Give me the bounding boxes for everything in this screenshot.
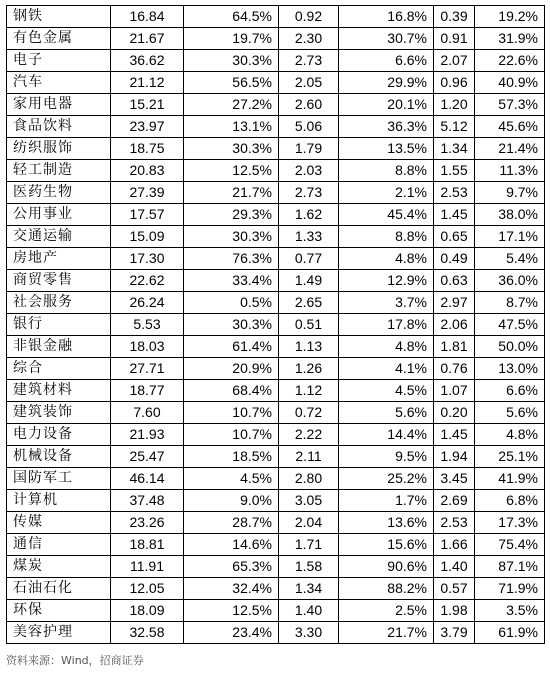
table-row <box>7 182 545 204</box>
value-cell: 5.12 <box>434 116 475 138</box>
percent-cell: 64.5% <box>184 6 279 28</box>
percent-cell: 5.6% <box>475 402 545 424</box>
industry-name-cell: 非银金融 <box>7 336 111 358</box>
value-cell: 2.97 <box>434 292 475 314</box>
industry-name-cell: 家用电器 <box>7 94 111 116</box>
value-cell: 1.55 <box>434 160 475 182</box>
percent-cell: 10.7% <box>184 424 279 446</box>
percent-cell: 65.3% <box>184 556 279 578</box>
industry-name-cell: 钢铁 <box>7 6 111 28</box>
percent-cell: 90.6% <box>339 556 434 578</box>
percent-cell: 3.7% <box>339 292 434 314</box>
table-row <box>7 28 545 50</box>
percent-cell: 57.3% <box>475 94 545 116</box>
value-cell: 2.69 <box>434 490 475 512</box>
value-cell: 46.14 <box>111 468 184 490</box>
percent-cell: 21.4% <box>475 138 545 160</box>
value-cell: 1.07 <box>434 380 475 402</box>
percent-cell: 22.6% <box>475 50 545 72</box>
percent-cell: 87.1% <box>475 556 545 578</box>
percent-cell: 21.7% <box>339 622 434 644</box>
industry-valuation-table <box>6 5 545 644</box>
percent-cell: 30.7% <box>339 28 434 50</box>
table-row <box>7 622 545 644</box>
percent-cell: 1.7% <box>339 490 434 512</box>
value-cell: 18.75 <box>111 138 184 160</box>
industry-name-cell: 轻工制造 <box>7 160 111 182</box>
percent-cell: 8.8% <box>339 226 434 248</box>
value-cell: 2.73 <box>279 50 339 72</box>
table-row <box>7 380 545 402</box>
percent-cell: 2.5% <box>339 600 434 622</box>
value-cell: 0.63 <box>434 270 475 292</box>
value-cell: 12.05 <box>111 578 184 600</box>
value-cell: 15.21 <box>111 94 184 116</box>
value-cell: 0.76 <box>434 358 475 380</box>
value-cell: 1.58 <box>279 556 339 578</box>
industry-name-cell: 建筑材料 <box>7 380 111 402</box>
value-cell: 0.96 <box>434 72 475 94</box>
industry-name-cell: 国防军工 <box>7 468 111 490</box>
percent-cell: 30.3% <box>184 314 279 336</box>
table-row <box>7 556 545 578</box>
table-row <box>7 292 545 314</box>
value-cell: 1.98 <box>434 600 475 622</box>
percent-cell: 9.5% <box>339 446 434 468</box>
value-cell: 1.71 <box>279 534 339 556</box>
table-row <box>7 468 545 490</box>
industry-name-cell: 建筑装饰 <box>7 402 111 424</box>
percent-cell: 19.2% <box>475 6 545 28</box>
table-row <box>7 314 545 336</box>
percent-cell: 61.4% <box>184 336 279 358</box>
percent-cell: 17.1% <box>475 226 545 248</box>
value-cell: 21.93 <box>111 424 184 446</box>
percent-cell: 28.7% <box>184 512 279 534</box>
value-cell: 1.45 <box>434 204 475 226</box>
percent-cell: 76.3% <box>184 248 279 270</box>
value-cell: 3.45 <box>434 468 475 490</box>
value-cell: 1.79 <box>279 138 339 160</box>
value-cell: 22.62 <box>111 270 184 292</box>
industry-name-cell: 公用事业 <box>7 204 111 226</box>
percent-cell: 5.6% <box>339 402 434 424</box>
percent-cell: 33.4% <box>184 270 279 292</box>
percent-cell: 61.9% <box>475 622 545 644</box>
percent-cell: 36.3% <box>339 116 434 138</box>
industry-name-cell: 汽车 <box>7 72 111 94</box>
percent-cell: 36.0% <box>475 270 545 292</box>
value-cell: 27.71 <box>111 358 184 380</box>
percent-cell: 8.8% <box>339 160 434 182</box>
industry-name-cell: 电力设备 <box>7 424 111 446</box>
percent-cell: 30.3% <box>184 226 279 248</box>
percent-cell: 68.4% <box>184 380 279 402</box>
percent-cell: 13.0% <box>475 358 545 380</box>
table-row <box>7 6 545 28</box>
value-cell: 0.57 <box>434 578 475 600</box>
value-cell: 27.39 <box>111 182 184 204</box>
industry-name-cell: 美容护理 <box>7 622 111 644</box>
percent-cell: 4.5% <box>184 468 279 490</box>
value-cell: 3.05 <box>279 490 339 512</box>
value-cell: 1.81 <box>434 336 475 358</box>
table-row <box>7 160 545 182</box>
industry-name-cell: 社会服务 <box>7 292 111 314</box>
industry-name-cell: 医药生物 <box>7 182 111 204</box>
percent-cell: 4.8% <box>339 248 434 270</box>
value-cell: 18.81 <box>111 534 184 556</box>
value-cell: 7.60 <box>111 402 184 424</box>
percent-cell: 30.3% <box>184 50 279 72</box>
percent-cell: 10.7% <box>184 402 279 424</box>
value-cell: 3.79 <box>434 622 475 644</box>
percent-cell: 23.4% <box>184 622 279 644</box>
table-row <box>7 72 545 94</box>
value-cell: 5.53 <box>111 314 184 336</box>
percent-cell: 12.5% <box>184 160 279 182</box>
value-cell: 0.20 <box>434 402 475 424</box>
value-cell: 0.72 <box>279 402 339 424</box>
table-row <box>7 424 545 446</box>
value-cell: 1.13 <box>279 336 339 358</box>
percent-cell: 2.1% <box>339 182 434 204</box>
value-cell: 2.05 <box>279 72 339 94</box>
percent-cell: 14.4% <box>339 424 434 446</box>
table-body <box>7 6 545 644</box>
industry-name-cell: 有色金属 <box>7 28 111 50</box>
percent-cell: 71.9% <box>475 578 545 600</box>
percent-cell: 15.6% <box>339 534 434 556</box>
industry-name-cell: 机械设备 <box>7 446 111 468</box>
value-cell: 17.57 <box>111 204 184 226</box>
value-cell: 2.04 <box>279 512 339 534</box>
value-cell: 1.12 <box>279 380 339 402</box>
value-cell: 21.67 <box>111 28 184 50</box>
percent-cell: 9.7% <box>475 182 545 204</box>
value-cell: 1.94 <box>434 446 475 468</box>
percent-cell: 20.1% <box>339 94 434 116</box>
value-cell: 5.06 <box>279 116 339 138</box>
percent-cell: 0.5% <box>184 292 279 314</box>
percent-cell: 6.6% <box>339 50 434 72</box>
value-cell: 23.97 <box>111 116 184 138</box>
value-cell: 32.58 <box>111 622 184 644</box>
value-cell: 36.62 <box>111 50 184 72</box>
value-cell: 23.26 <box>111 512 184 534</box>
percent-cell: 29.3% <box>184 204 279 226</box>
value-cell: 16.84 <box>111 6 184 28</box>
value-cell: 11.91 <box>111 556 184 578</box>
percent-cell: 11.3% <box>475 160 545 182</box>
percent-cell: 31.9% <box>475 28 545 50</box>
percent-cell: 3.5% <box>475 600 545 622</box>
percent-cell: 16.8% <box>339 6 434 28</box>
percent-cell: 12.9% <box>339 270 434 292</box>
percent-cell: 5.4% <box>475 248 545 270</box>
value-cell: 1.34 <box>279 578 339 600</box>
data-table-container <box>6 5 544 644</box>
percent-cell: 38.0% <box>475 204 545 226</box>
percent-cell: 18.5% <box>184 446 279 468</box>
percent-cell: 56.5% <box>184 72 279 94</box>
table-row <box>7 446 545 468</box>
percent-cell: 30.3% <box>184 138 279 160</box>
value-cell: 2.53 <box>434 512 475 534</box>
percent-cell: 4.8% <box>339 336 434 358</box>
value-cell: 1.20 <box>434 94 475 116</box>
table-row <box>7 248 545 270</box>
industry-name-cell: 银行 <box>7 314 111 336</box>
value-cell: 0.77 <box>279 248 339 270</box>
percent-cell: 4.1% <box>339 358 434 380</box>
table-row <box>7 402 545 424</box>
value-cell: 0.65 <box>434 226 475 248</box>
value-cell: 0.39 <box>434 6 475 28</box>
value-cell: 2.06 <box>434 314 475 336</box>
industry-name-cell: 煤炭 <box>7 556 111 578</box>
value-cell: 3.30 <box>279 622 339 644</box>
value-cell: 18.77 <box>111 380 184 402</box>
value-cell: 2.30 <box>279 28 339 50</box>
percent-cell: 6.8% <box>475 490 545 512</box>
industry-name-cell: 传媒 <box>7 512 111 534</box>
percent-cell: 21.7% <box>184 182 279 204</box>
industry-name-cell: 房地产 <box>7 248 111 270</box>
percent-cell: 12.5% <box>184 600 279 622</box>
percent-cell: 13.1% <box>184 116 279 138</box>
value-cell: 1.33 <box>279 226 339 248</box>
percent-cell: 45.4% <box>339 204 434 226</box>
value-cell: 2.11 <box>279 446 339 468</box>
percent-cell: 20.9% <box>184 358 279 380</box>
source-note: 资料来源：Wind，招商证券 <box>6 654 144 667</box>
percent-cell: 6.6% <box>475 380 545 402</box>
value-cell: 17.30 <box>111 248 184 270</box>
table-row <box>7 512 545 534</box>
percent-cell: 13.6% <box>339 512 434 534</box>
percent-cell: 8.7% <box>475 292 545 314</box>
percent-cell: 13.5% <box>339 138 434 160</box>
percent-cell: 9.0% <box>184 490 279 512</box>
value-cell: 1.34 <box>434 138 475 160</box>
industry-name-cell: 综合 <box>7 358 111 380</box>
value-cell: 1.49 <box>279 270 339 292</box>
percent-cell: 25.1% <box>475 446 545 468</box>
value-cell: 1.45 <box>434 424 475 446</box>
value-cell: 0.92 <box>279 6 339 28</box>
table-row <box>7 116 545 138</box>
value-cell: 0.51 <box>279 314 339 336</box>
value-cell: 37.48 <box>111 490 184 512</box>
percent-cell: 45.6% <box>475 116 545 138</box>
industry-name-cell: 交通运输 <box>7 226 111 248</box>
percent-cell: 40.9% <box>475 72 545 94</box>
table-row <box>7 270 545 292</box>
value-cell: 2.53 <box>434 182 475 204</box>
table-row <box>7 138 545 160</box>
value-cell: 2.60 <box>279 94 339 116</box>
industry-name-cell: 通信 <box>7 534 111 556</box>
percent-cell: 88.2% <box>339 578 434 600</box>
value-cell: 2.07 <box>434 50 475 72</box>
percent-cell: 32.4% <box>184 578 279 600</box>
value-cell: 2.80 <box>279 468 339 490</box>
table-row <box>7 204 545 226</box>
industry-name-cell: 纺织服饰 <box>7 138 111 160</box>
value-cell: 0.49 <box>434 248 475 270</box>
table-row <box>7 336 545 358</box>
value-cell: 2.22 <box>279 424 339 446</box>
table-row <box>7 94 545 116</box>
value-cell: 15.09 <box>111 226 184 248</box>
industry-name-cell: 电子 <box>7 50 111 72</box>
value-cell: 1.66 <box>434 534 475 556</box>
value-cell: 2.03 <box>279 160 339 182</box>
percent-cell: 75.4% <box>475 534 545 556</box>
value-cell: 0.91 <box>434 28 475 50</box>
value-cell: 1.62 <box>279 204 339 226</box>
value-cell: 2.65 <box>279 292 339 314</box>
table-row <box>7 358 545 380</box>
table-row <box>7 490 545 512</box>
value-cell: 25.47 <box>111 446 184 468</box>
table-row <box>7 226 545 248</box>
percent-cell: 4.5% <box>339 380 434 402</box>
value-cell: 26.24 <box>111 292 184 314</box>
industry-name-cell: 环保 <box>7 600 111 622</box>
industry-name-cell: 石油石化 <box>7 578 111 600</box>
percent-cell: 25.2% <box>339 468 434 490</box>
value-cell: 18.03 <box>111 336 184 358</box>
percent-cell: 4.8% <box>475 424 545 446</box>
value-cell: 18.09 <box>111 600 184 622</box>
percent-cell: 17.8% <box>339 314 434 336</box>
percent-cell: 47.5% <box>475 314 545 336</box>
industry-name-cell: 计算机 <box>7 490 111 512</box>
percent-cell: 14.6% <box>184 534 279 556</box>
percent-cell: 41.9% <box>475 468 545 490</box>
table-row <box>7 534 545 556</box>
percent-cell: 27.2% <box>184 94 279 116</box>
percent-cell: 29.9% <box>339 72 434 94</box>
table-row <box>7 600 545 622</box>
table-row <box>7 50 545 72</box>
table-row <box>7 578 545 600</box>
value-cell: 2.73 <box>279 182 339 204</box>
value-cell: 1.40 <box>434 556 475 578</box>
industry-name-cell: 食品饮料 <box>7 116 111 138</box>
value-cell: 21.12 <box>111 72 184 94</box>
value-cell: 1.26 <box>279 358 339 380</box>
industry-name-cell: 商贸零售 <box>7 270 111 292</box>
percent-cell: 17.3% <box>475 512 545 534</box>
value-cell: 1.40 <box>279 600 339 622</box>
percent-cell: 19.7% <box>184 28 279 50</box>
value-cell: 20.83 <box>111 160 184 182</box>
percent-cell: 50.0% <box>475 336 545 358</box>
